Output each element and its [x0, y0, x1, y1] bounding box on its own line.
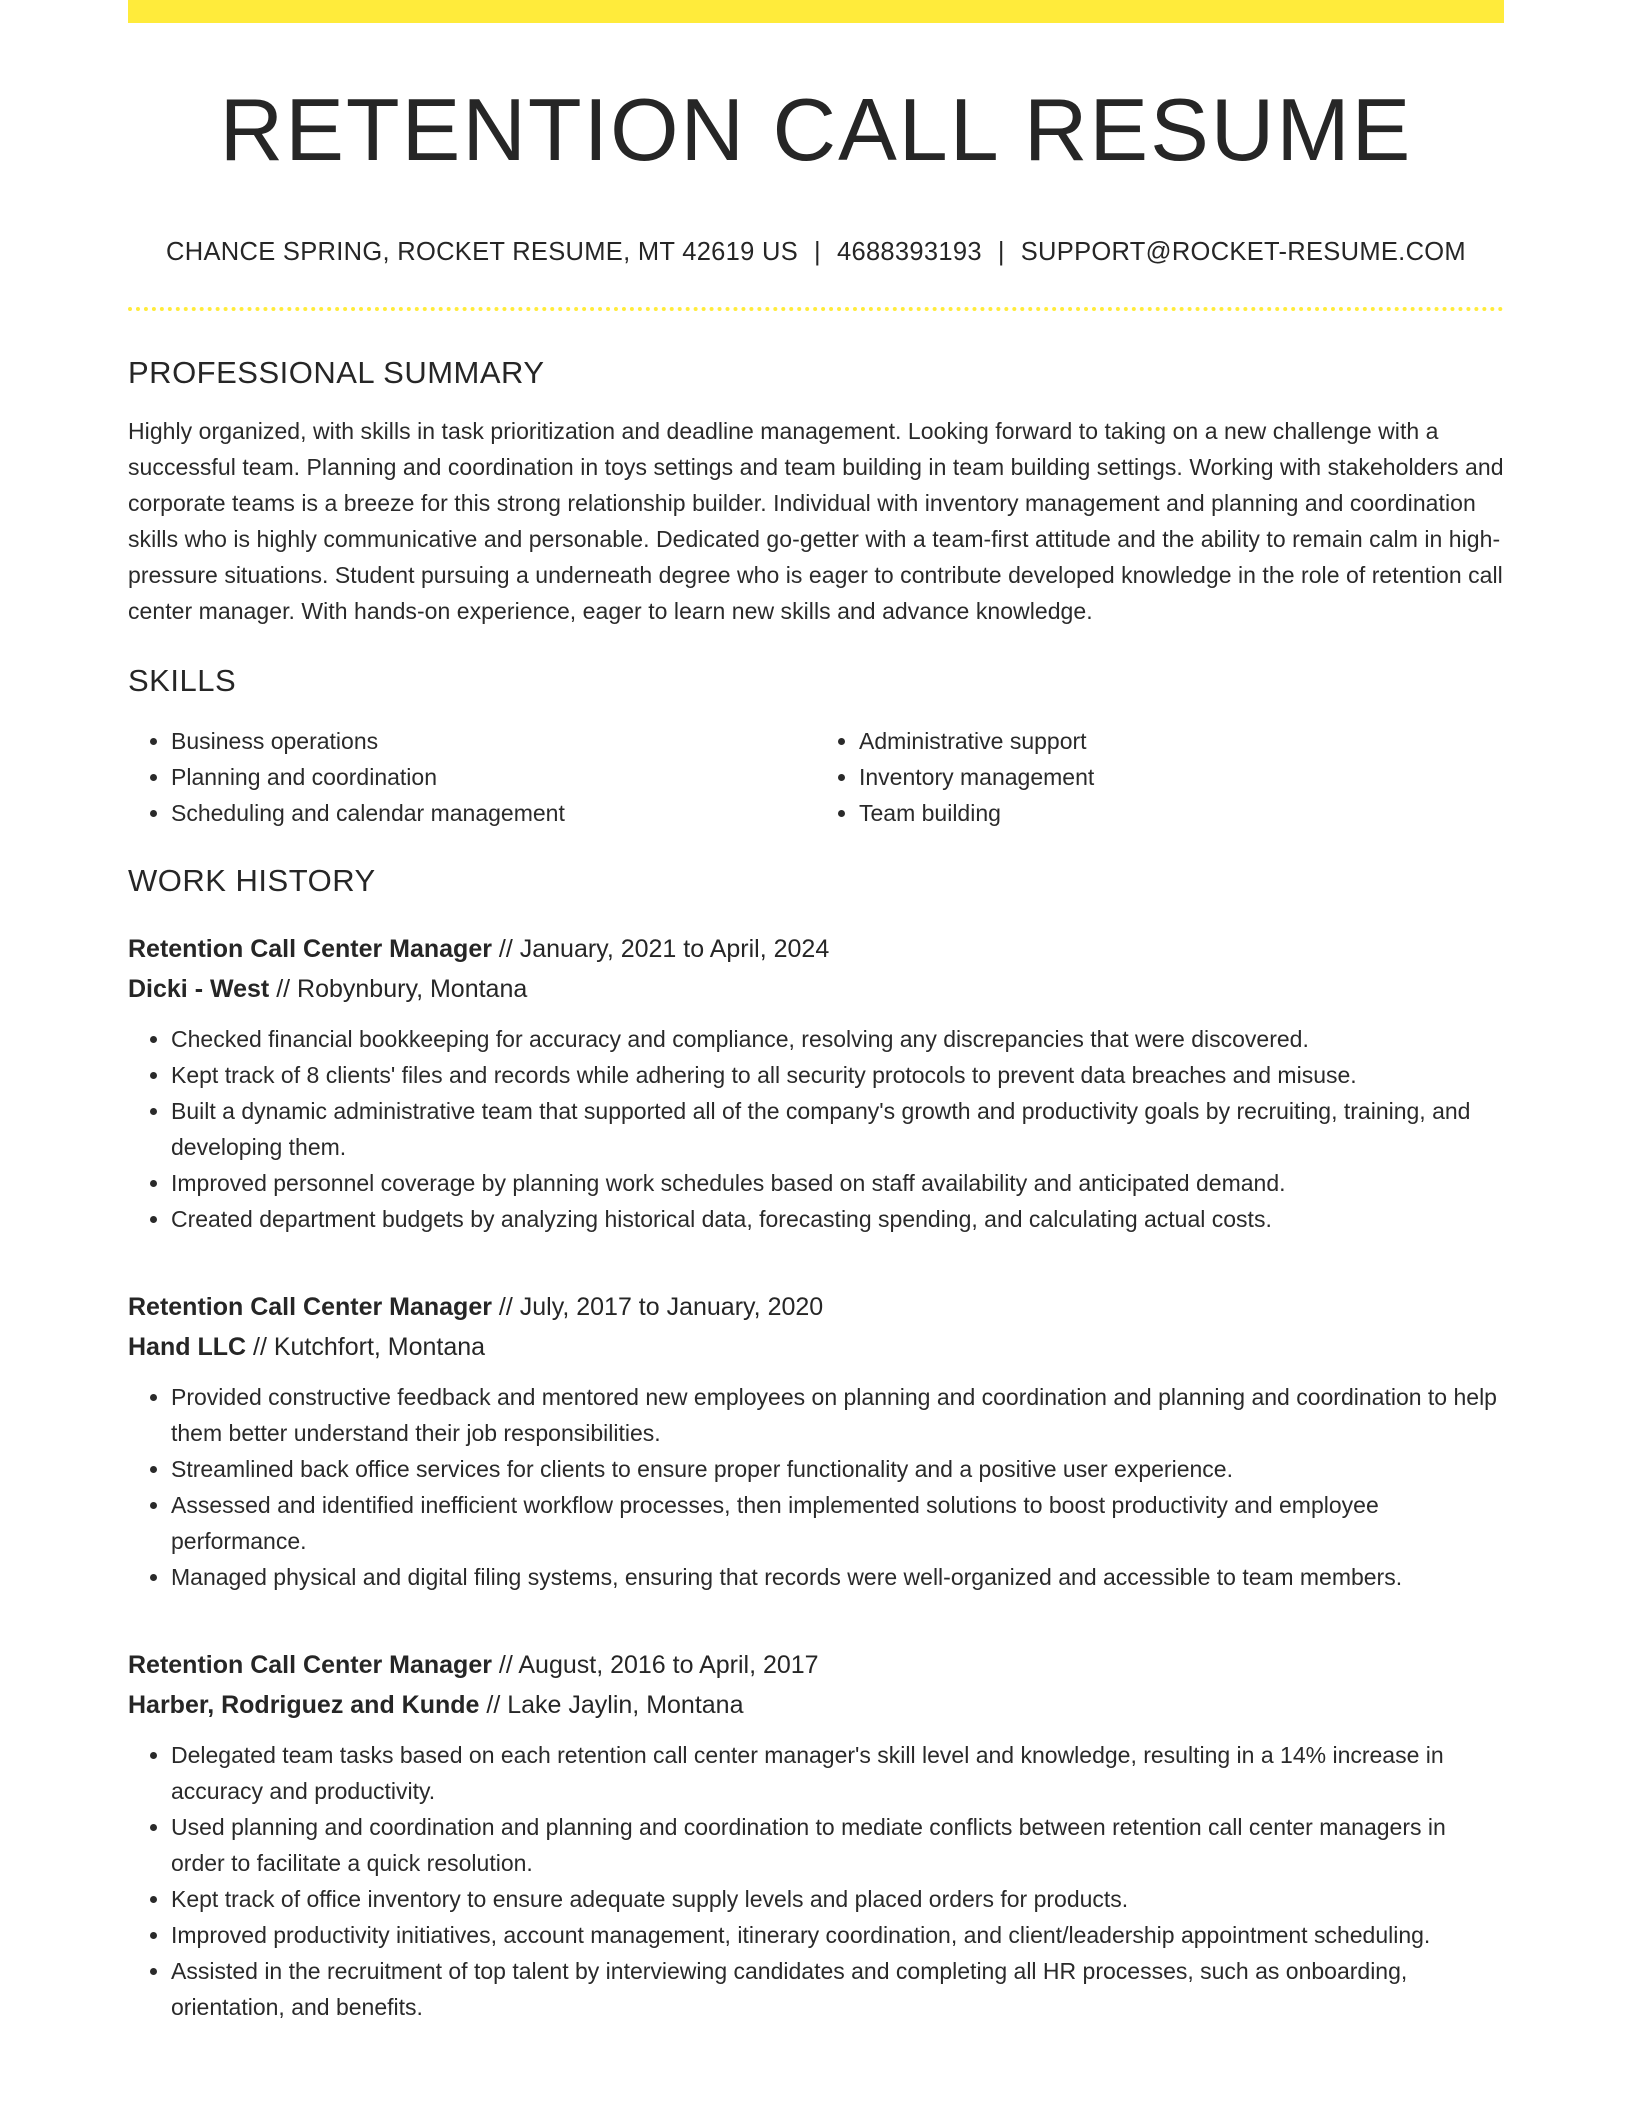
- contact-separator: |: [814, 238, 821, 266]
- job-title-line: [128, 1645, 1504, 1685]
- work-history-heading: WORK HISTORY: [128, 863, 376, 898]
- job-bullet: • Created department budgets by analyzing historical data, forecasting spending, and calculating actual costs.: [171, 1201, 1504, 1237]
- contact-line: [128, 238, 1504, 267]
- job-bullet: • Kept track of 8 clients' files and records while adhering to all security protocols to prevent data breaches and misuse.: [171, 1057, 1504, 1093]
- job-bullet: • Used planning and coordination and planning and coordination to mediate conflicts between retention call center managers in order to facilitate a quick resolution.: [171, 1809, 1504, 1881]
- job-company-line: [128, 969, 1504, 1009]
- job-location: // Lake Jaylin, Montana: [486, 1691, 744, 1719]
- job-title: Retention Call Center Manager: [128, 935, 492, 963]
- job-bullets: [128, 1021, 1504, 1237]
- job-bullet: • Streamlined back office services for clients to ensure proper functionality and a positive user experience.: [171, 1451, 1504, 1487]
- job-bullet: • Improved productivity initiatives, account management, itinerary coordination, and client/leadership appointment scheduling.: [171, 1917, 1504, 1953]
- skill-item: • Administrative support: [859, 723, 1504, 759]
- job-title: Retention Call Center Manager: [128, 1651, 492, 1679]
- job-entry: [128, 1287, 1504, 1595]
- job-dates: // August, 2016 to April, 2017: [498, 1651, 819, 1679]
- summary-heading: PROFESSIONAL SUMMARY: [128, 355, 545, 390]
- contact-address: CHANCE SPRING, ROCKET RESUME, MT 42619 US: [166, 238, 799, 266]
- job-bullet: • Assessed and identified inefficient workflow processes, then implemented solutions to boost productivity and employee performance.: [171, 1487, 1504, 1559]
- job-bullet: • Built a dynamic administrative team that supported all of the company's growth and productivity goals by recruiting, training, and developing them.: [171, 1093, 1504, 1165]
- skill-item: • Business operations: [171, 723, 816, 759]
- job-bullet: • Assisted in the recruitment of top talent by interviewing candidates and completing all HR processes, such as onboarding, orientation, and benefits.: [171, 1953, 1504, 2025]
- job-company: Hand LLC: [128, 1333, 247, 1361]
- resume-content: [128, 0, 1504, 2025]
- contact-separator: |: [997, 238, 1005, 266]
- job-bullet: • Provided constructive feedback and mentored new employees on planning and coordination and planning and coordination to help them better understand their job responsibilities.: [171, 1379, 1504, 1451]
- job-dates: // January, 2021 to April, 2024: [498, 935, 830, 963]
- skill-item: • Inventory management: [859, 759, 1504, 795]
- job-bullets: [128, 1379, 1504, 1595]
- job-title-line: [128, 929, 1504, 969]
- job-company-line: [128, 1327, 1504, 1367]
- job-bullet: • Kept track of office inventory to ensure adequate supply levels and placed orders for products.: [171, 1881, 1504, 1917]
- skill-item: • Scheduling and calendar management: [171, 795, 816, 831]
- summary-text: Highly organized, with skills in task prioritization and deadline management. Looking forward to taking on a new challenge with a successful team. Planning and coordination in toys settings and team building in team building settings. Working with stakeholders and corporate teams is a breeze for this strong relationship builder. Individual with inventory management and planning and coordination skills who is highly communicative and personable. Dedicated go-getter with a team-first attitude and the ability to remain calm in high-pressure situations. Student pursuing a underneath degree who is eager to contribute developed knowledge in the role of retention call center manager. With hands-on experience, eager to learn new skills and advance knowledge.: [128, 418, 1504, 624]
- job-entry: [128, 1645, 1504, 2025]
- skills-column-left: [128, 723, 816, 831]
- job-location: // Robynbury, Montana: [276, 975, 528, 1003]
- job-company: Dicki - West: [128, 975, 270, 1003]
- job-title: Retention Call Center Manager: [128, 1293, 492, 1321]
- job-bullet: • Delegated team tasks based on each retention call center manager's skill level and knowledge, resulting in a 14% increase in accuracy and productivity.: [171, 1737, 1504, 1809]
- job-location: // Kutchfort, Montana: [253, 1333, 486, 1361]
- job-bullets: [128, 1737, 1504, 2025]
- contact-phone: 4688393193: [836, 238, 982, 266]
- resume-title: RETENTION CALL RESUME: [219, 80, 1413, 179]
- skills-list: [128, 723, 1504, 831]
- dotted-divider: [128, 307, 1504, 311]
- job-bullet: • Improved personnel coverage by planning work schedules based on staff availability and anticipated demand.: [171, 1165, 1504, 1201]
- job-title-line: [128, 1287, 1504, 1327]
- job-dates: // July, 2017 to January, 2020: [498, 1293, 824, 1321]
- skill-item: • Team building: [859, 795, 1504, 831]
- job-company: Harber, Rodriguez and Kunde: [128, 1691, 480, 1719]
- job-bullet: • Managed physical and digital filing systems, ensuring that records were well-organized and accessible to team members.: [171, 1559, 1504, 1595]
- skills-column-right: [816, 723, 1504, 831]
- contact-email: SUPPORT@ROCKET-RESUME.COM: [1020, 238, 1466, 266]
- job-company-line: [128, 1685, 1504, 1725]
- skill-item: • Planning and coordination: [171, 759, 816, 795]
- job-entry: [128, 929, 1504, 1237]
- skills-heading: SKILLS: [128, 663, 237, 698]
- job-bullet: • Checked financial bookkeeping for accuracy and compliance, resolving any discrepancies that were discovered.: [171, 1021, 1504, 1057]
